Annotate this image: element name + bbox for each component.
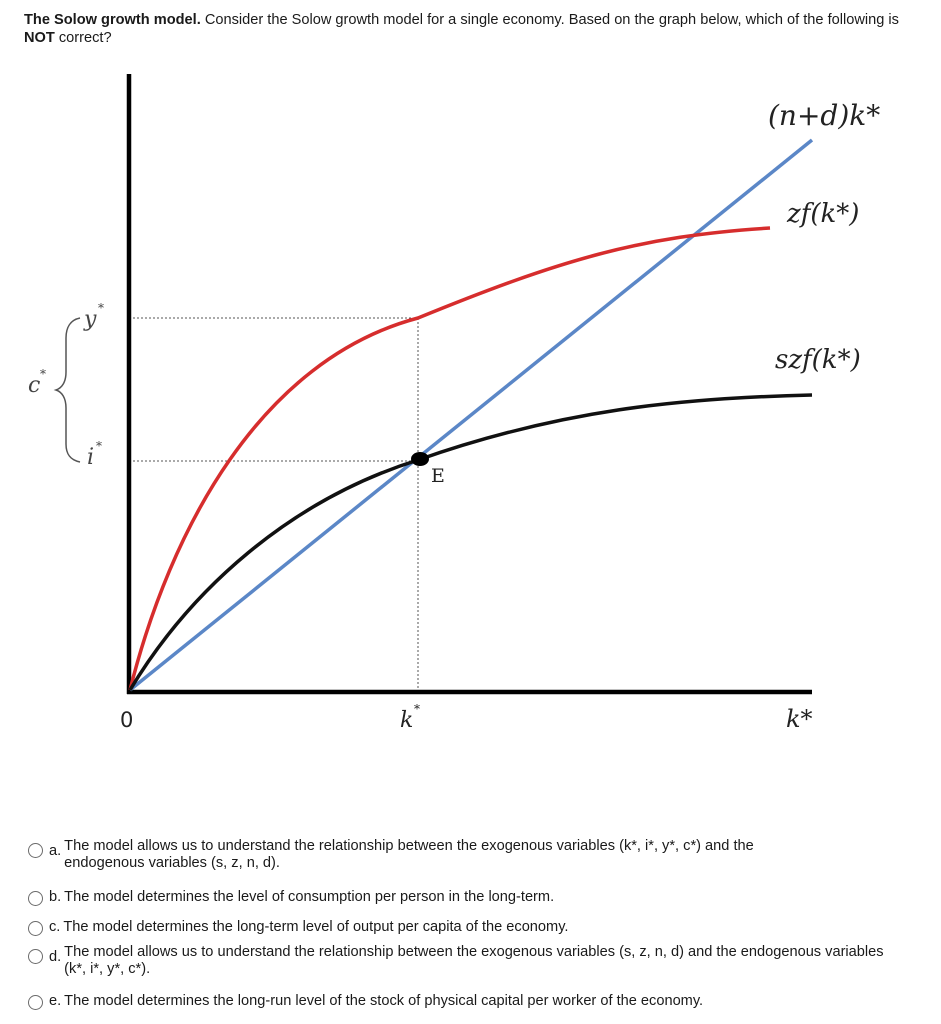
option-text: The model allows us to understand the relationship between the exogenous variables (s, z, n, d) and the endogenous variables (k*, i*, y*, c*). — [64, 944, 884, 977]
consumption-brace — [56, 318, 80, 462]
depreciation-line — [130, 140, 812, 690]
question-title: The Solow growth model. — [24, 12, 201, 28]
y-star-label: y — [84, 307, 97, 332]
option-letter: d. — [49, 949, 62, 965]
i-star-label: i — [87, 445, 95, 470]
option-letter: b. — [49, 889, 62, 905]
output-curve-label: zf(k*) — [787, 199, 860, 229]
c-star-label: c — [28, 373, 41, 398]
origin-label: 0 — [120, 708, 134, 732]
option-a[interactable] — [28, 838, 834, 872]
option-letter: c. — [49, 919, 61, 935]
option-text: The model determines the long-run level of the stock of physical capital per worker of the economy. — [64, 993, 704, 1009]
option-c[interactable] — [28, 916, 568, 936]
radio-b[interactable] — [28, 891, 43, 906]
x-axis-label: k* — [786, 705, 813, 733]
option-e[interactable] — [28, 990, 703, 1010]
option-text: The model determines the long-term level of output per capita of the economy. — [63, 919, 569, 935]
kstar-tick-label: k — [400, 708, 414, 733]
radio-c[interactable] — [28, 921, 43, 936]
option-b[interactable] — [28, 886, 554, 906]
question-body: Consider the Solow growth model for a single economy. Based on the graph below, which of the following is — [204, 12, 899, 28]
option-text: The model determines the level of consumption per person in the long-term. — [64, 889, 555, 905]
option-text: The model allows us to understand the relationship between the exogenous variables (k*, i*, y*, c*) and the endogenous variables (s, z, n, d). — [64, 838, 754, 871]
question-end: correct? — [54, 30, 112, 46]
y-star-sup: * — [98, 301, 104, 315]
question-emphasis: NOT — [24, 30, 55, 46]
output-curve — [130, 228, 770, 690]
c-star-sup: * — [40, 367, 46, 381]
option-letter: a. — [49, 843, 62, 859]
equilibrium-label: E — [431, 465, 445, 487]
savings-curve-label: szf(k*) — [775, 345, 861, 375]
option-letter: e. — [49, 993, 62, 1009]
line-label: (n+d)k* — [768, 99, 881, 132]
radio-d[interactable] — [28, 949, 43, 964]
radio-a[interactable] — [28, 843, 43, 858]
radio-e[interactable] — [28, 995, 43, 1010]
i-star-sup: * — [96, 439, 102, 453]
kstar-tick-sup: * — [414, 702, 420, 716]
savings-curve — [130, 395, 812, 690]
equilibrium-point — [411, 452, 429, 466]
option-d[interactable] — [28, 944, 904, 978]
